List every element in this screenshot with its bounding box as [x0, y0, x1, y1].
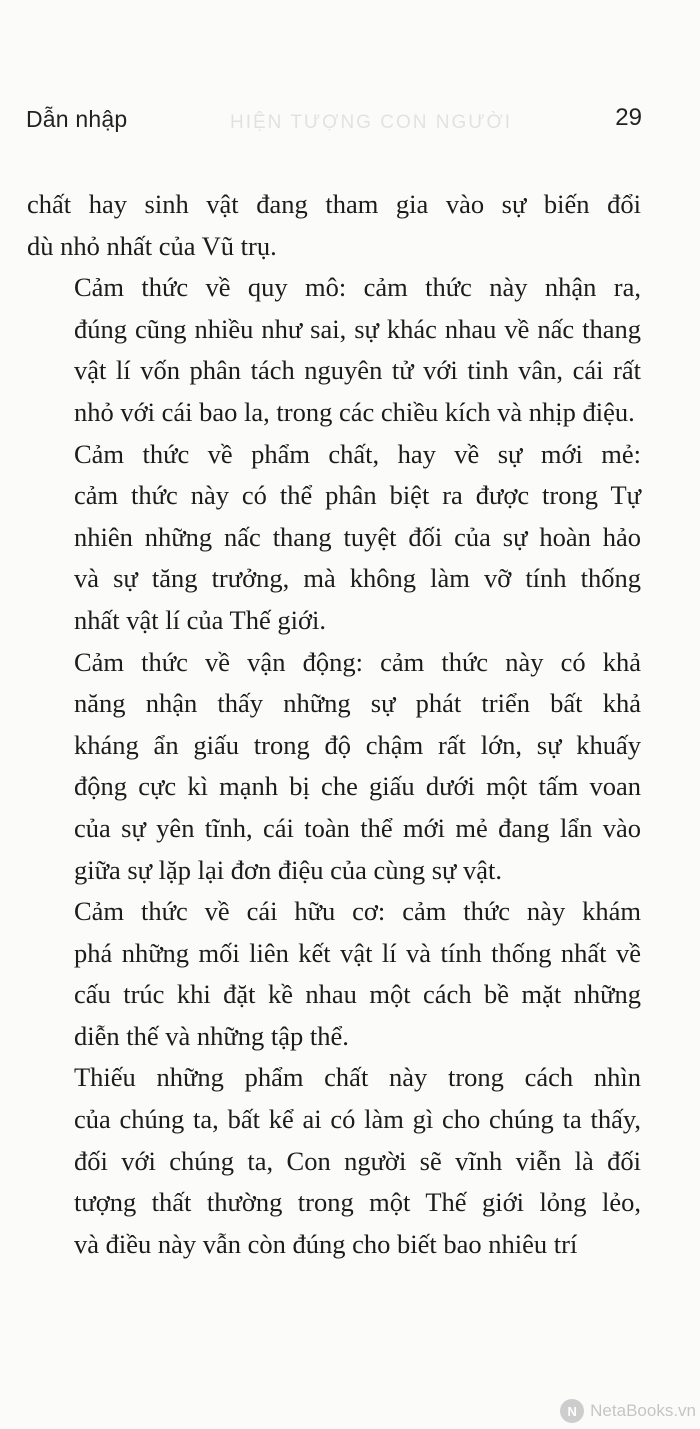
text-line: giữa sự lặp lại đơn điệu của cùng sự vật. [74, 854, 502, 885]
text-line: đúng cũng nhiều như sai, sự khác nhau về nấc thang [74, 313, 641, 344]
text-line: tượng thất thường trong một Thế giới lỏng lẻo, [74, 1187, 641, 1218]
text-line: phá những mối liên kết vật lí và tính thống nhất về [74, 937, 641, 968]
watermark [560, 1399, 696, 1423]
paragraph [27, 642, 641, 892]
text-line: diễn thế và những tập thể. [74, 1020, 349, 1051]
text-line: chất hay sinh vật đang tham gia vào sự biến đổi [27, 189, 641, 219]
text-line: động cực kì mạnh bị che giấu dưới một tấm voan [74, 771, 641, 802]
text-line: Cảm thức về phẩm chất, hay về sự mới mẻ: [74, 438, 641, 469]
text-line: đối với chúng ta, Con người sẽ vĩnh viễn là đối [74, 1145, 641, 1176]
page-number: 29 [615, 104, 642, 131]
text-line: dù nhỏ nhất của Vũ trụ. [27, 230, 277, 261]
text-line: Cảm thức về vận động: cảm thức này có khả [74, 646, 641, 677]
paragraph [27, 434, 641, 642]
text-line: vật lí vốn phân tách nguyên tử với tinh vân, cái rất [74, 355, 641, 386]
text-line: cấu trúc khi đặt kề nhau một cách bề mặt những [74, 979, 641, 1010]
text-line: năng nhận thấy những sự phát triển bất khả [74, 688, 641, 719]
text-line: kháng ẩn giấu trong độ chậm rất lớn, sự khuấy [74, 729, 641, 760]
paragraph [27, 184, 641, 267]
text-line: của sự yên tĩnh, cái toàn thể mới mẻ đang lẩn vào [74, 812, 641, 843]
text-line: của chúng ta, bất kể ai có làm gì cho chúng ta thấy, [74, 1104, 641, 1135]
watermark-logo-icon: N [560, 1399, 584, 1423]
paragraph [27, 891, 641, 1057]
text-line: cảm thức này có thể phân biệt ra được trong Tự [74, 480, 641, 511]
watermark-text: NetaBooks.vn [590, 1401, 696, 1420]
text-line: nhất vật lí của Thế giới. [74, 604, 326, 635]
body-text [27, 184, 641, 1265]
paragraph [27, 1057, 641, 1265]
running-head-title: Dẫn nhập [26, 106, 128, 132]
text-line: Cảm thức về cái hữu cơ: cảm thức này khám [74, 896, 641, 927]
text-line: Cảm thức về quy mô: cảm thức này nhận ra, [74, 272, 641, 303]
text-line: Thiếu những phẩm chất này trong cách nhìn [74, 1062, 641, 1093]
paragraph [27, 267, 641, 433]
text-line: và điều này vẫn còn đúng cho biết bao nhiêu trí [74, 1228, 578, 1259]
text-line: nhiên những nấc thang tuyệt đối của sự hoàn hảo [74, 521, 641, 552]
text-line: và sự tăng trưởng, mà không làm vỡ tính thống [74, 563, 641, 594]
text-line: nhỏ với cái bao la, trong các chiều kích và nhịp điệu. [74, 396, 635, 427]
bleed-through-text: HIỆN TƯỢNG CON NGƯỜI [230, 112, 513, 133]
